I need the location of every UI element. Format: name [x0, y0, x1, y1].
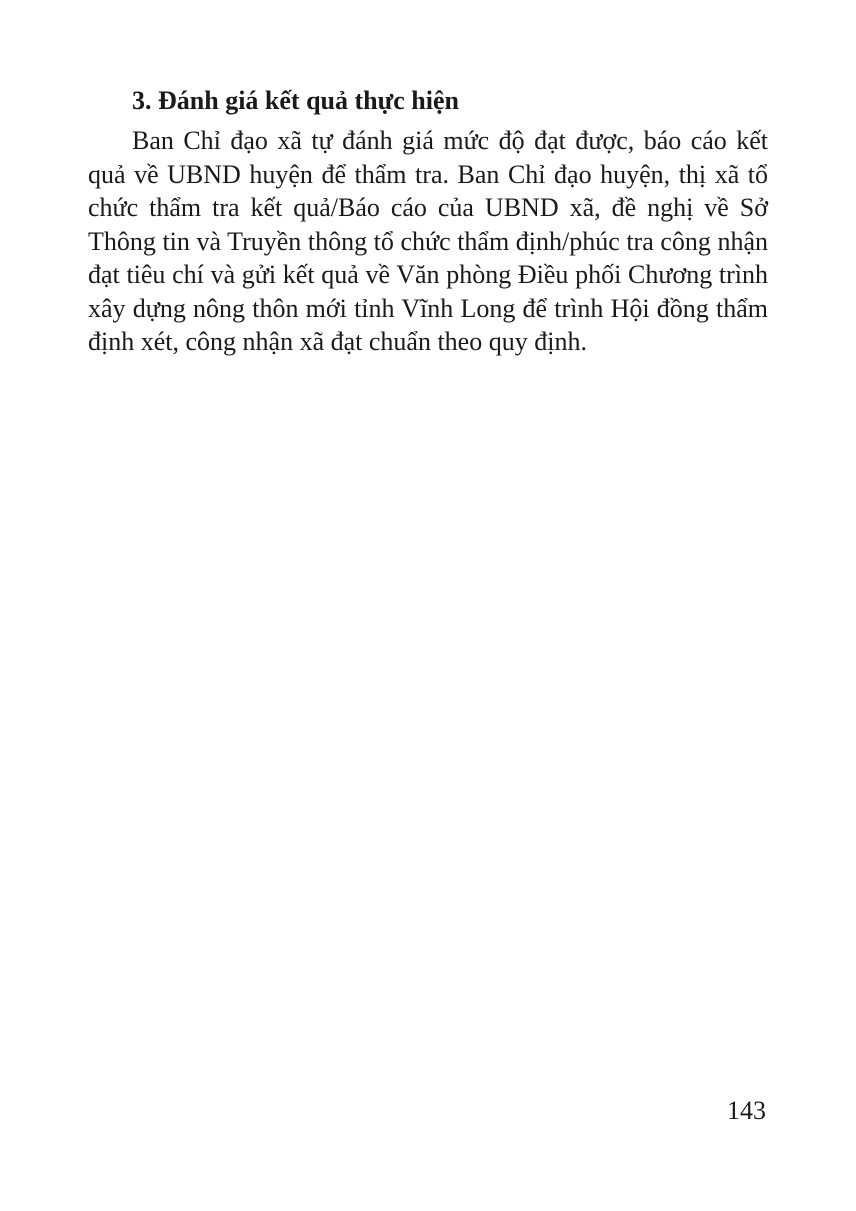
- body-paragraph: Ban Chỉ đạo xã tự đánh giá mức độ đạt được, báo cáo kết quả về UBND huyện để thẩm tra. Ban Chỉ đạo huyện, thị xã tổ chức thẩm tra kết quả/Báo cáo của UBND xã, đề nghị về Sở Thông tin và Truyền thông tổ chức thẩm định/phúc tra công nhận đạt tiêu chí và gửi kết quả về Văn phòng Điều phối Chương trình xây dựng nông thôn mới tỉnh Vĩnh Long để trình Hội đồng thẩm định xét, công nhận xã đạt chuẩn theo quy định.: [88, 126, 768, 356]
- page-number: 143: [727, 1096, 766, 1125]
- section-heading: 3. Đánh giá kết quả thực hiện: [132, 86, 459, 115]
